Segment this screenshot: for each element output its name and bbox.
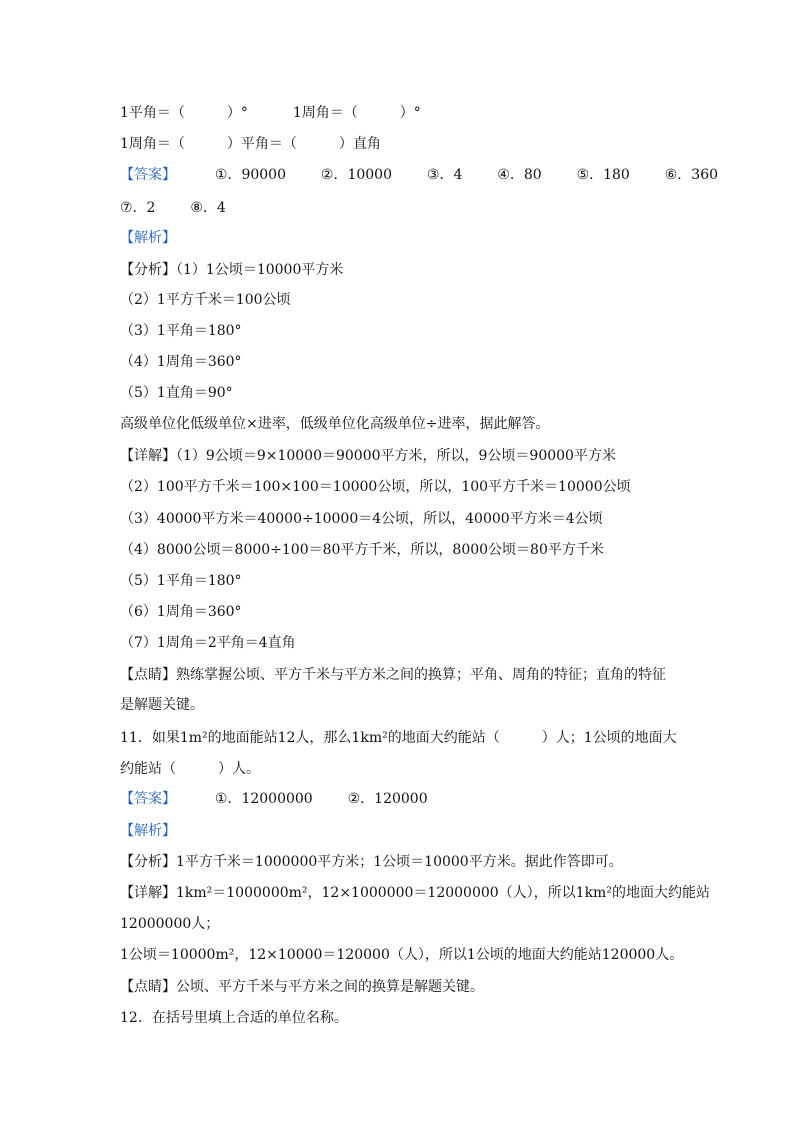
breakdown-tag: 【分析】 bbox=[120, 262, 176, 278]
conversion-rule: 高级单位化低级单位×进率，低级单位化高级单位÷进率，据此解答。 bbox=[120, 416, 550, 432]
detail-item: （5）1平角＝180° bbox=[120, 573, 242, 589]
answer-line-continued bbox=[120, 198, 680, 218]
key-point-line bbox=[120, 977, 680, 997]
detail-item: （4）8000公顷＝8000÷100＝80平方千米，所以，8000公顷＝80平方千米 bbox=[120, 542, 604, 558]
question-12: 12．在括号里填上合适的单位名称。 bbox=[120, 1010, 348, 1026]
question-line-straight-angle bbox=[120, 103, 680, 123]
detail-item: （2）100平方千米＝100×100＝10000公顷，所以，100平方千米＝10000公顷 bbox=[120, 479, 631, 495]
answer-item: ②．10000 bbox=[320, 167, 392, 183]
answer-tag: 【答案】 bbox=[120, 167, 176, 183]
full-angle-blank-text: 1周角＝（ ）° bbox=[292, 105, 421, 121]
breakdown-tag: 【分析】 bbox=[120, 854, 176, 870]
detail-item: （3）40000平方米＝40000÷10000＝4公顷，所以，40000平方米＝4公顷 bbox=[120, 511, 603, 527]
key-point-tag: 【点睛】 bbox=[120, 979, 176, 995]
key-point-tag: 【点睛】 bbox=[120, 667, 176, 683]
answer-item: ①．90000 bbox=[214, 167, 286, 183]
detail-tag: 【详解】 bbox=[120, 885, 176, 901]
breakdown-item: （2）1平方千米＝100公顷 bbox=[120, 292, 291, 308]
detail-text: 1km²＝1000000m²，12×1000000＝12000000（人），所以1km²的地面大约能站 bbox=[176, 885, 710, 901]
answer-item: ⑧．4 bbox=[190, 200, 226, 216]
answer-tag: 【答案】 bbox=[120, 791, 176, 807]
breakdown-item: （3）1平角＝180° bbox=[120, 323, 242, 339]
question-11: 11．如果1m²的地面能站12人，那么1km²的地面大约能站（ ）人；1公顷的地面大 bbox=[120, 730, 677, 746]
key-point-continued: 是解题关键。 bbox=[120, 697, 204, 713]
key-point-text: 熟练掌握公顷、平方千米与平方米之间的换算；平角、周角的特征；直角的特征 bbox=[176, 667, 666, 683]
breakdown-line bbox=[120, 260, 680, 280]
key-point-text: 公顷、平方千米与平方米之间的换算是解题关键。 bbox=[176, 979, 484, 995]
detail-tag: 【详解】 bbox=[120, 448, 176, 464]
detail-line bbox=[120, 446, 680, 466]
detail-line bbox=[120, 883, 710, 903]
detail-item: 1公顷＝10000m²，12×10000＝120000（人），所以1公顷的地面大约能站120000人。 bbox=[120, 947, 684, 963]
answer-item: ④．80 bbox=[497, 167, 542, 183]
detail-item: 12000000人； bbox=[120, 916, 220, 932]
question-11-continued: 约能站（ ）人。 bbox=[120, 761, 260, 777]
answer-item: ③．4 bbox=[426, 167, 463, 183]
answer-line bbox=[120, 165, 719, 185]
detail-text: （1）9公顷＝9×10000＝90000平方米，所以，9公顷＝90000平方米 bbox=[176, 448, 616, 464]
analysis-heading: 【解析】 bbox=[120, 823, 176, 839]
breakdown-text: （1）1公顷＝10000平方米 bbox=[176, 262, 344, 278]
breakdown-item: （4）1周角＝360° bbox=[120, 354, 242, 370]
answer-item: ①．12000000 bbox=[214, 791, 313, 807]
detail-item: （7）1周角＝2平角＝4直角 bbox=[120, 635, 296, 651]
analysis-heading: 【解析】 bbox=[120, 230, 176, 246]
answer-item: ⑦．2 bbox=[120, 200, 156, 216]
breakdown-line bbox=[120, 852, 680, 872]
key-point-line bbox=[120, 665, 680, 685]
answer-item: ②．120000 bbox=[347, 791, 428, 807]
answer-item: ⑤．180 bbox=[576, 167, 630, 183]
question-line-full-angle: 1周角＝（ ）平角＝（ ）直角 bbox=[120, 136, 381, 152]
straight-angle-blank-text: 1平角＝（ ）° bbox=[120, 105, 248, 121]
breakdown-item: （5）1直角＝90° bbox=[120, 385, 233, 401]
answer-line bbox=[120, 789, 680, 809]
detail-item: （6）1周角＝360° bbox=[120, 604, 242, 620]
answer-item: ⑥．360 bbox=[664, 167, 719, 183]
breakdown-text: 1平方千米＝1000000平方米；1公顷＝10000平方米。据此作答即可。 bbox=[176, 854, 623, 870]
